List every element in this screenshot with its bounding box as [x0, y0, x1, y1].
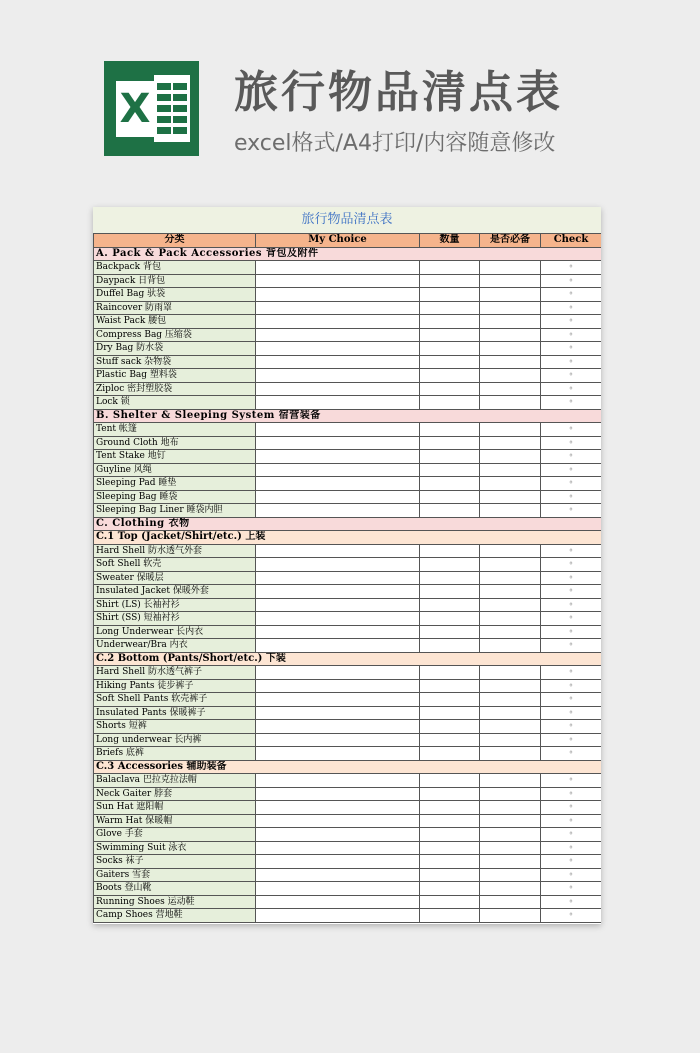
column-header-quantity: 数量 [420, 234, 480, 248]
section-label: C.1 Top (Jacket/Shirt/etc.) 上装 [94, 531, 602, 545]
check-cell[interactable]: ◦ [541, 544, 602, 558]
my-choice-cell[interactable] [256, 423, 420, 437]
my-choice-cell[interactable] [256, 814, 420, 828]
section-label: A. Pack & Pack Accessories 背包及附件 [94, 247, 602, 261]
table-row [94, 828, 602, 842]
my-choice-cell[interactable] [256, 909, 420, 923]
my-choice-cell[interactable] [256, 625, 420, 639]
quantity-cell[interactable] [420, 679, 480, 693]
check-cell[interactable]: ◦ [541, 612, 602, 626]
required-cell[interactable] [480, 328, 541, 342]
item-name: Ground Cloth 地布 [94, 436, 256, 450]
section-label: C.3 Accessories 辅助装备 [94, 760, 602, 774]
table-row [94, 463, 602, 477]
my-choice-cell[interactable] [256, 288, 420, 302]
section-row [94, 247, 602, 261]
quantity-cell[interactable] [420, 288, 480, 302]
my-choice-cell[interactable] [256, 706, 420, 720]
quantity-cell[interactable] [420, 720, 480, 734]
required-cell[interactable] [480, 261, 541, 275]
quantity-cell[interactable] [420, 450, 480, 464]
required-cell[interactable] [480, 909, 541, 923]
table-row [94, 679, 602, 693]
required-cell[interactable] [480, 396, 541, 410]
my-choice-cell[interactable] [256, 490, 420, 504]
my-choice-cell[interactable] [256, 612, 420, 626]
checklist-table [93, 233, 601, 923]
check-cell[interactable]: ◦ [541, 463, 602, 477]
table-row [94, 895, 602, 909]
checklist-sheet [93, 207, 601, 924]
check-cell[interactable]: ◦ [541, 679, 602, 693]
table-row [94, 369, 602, 383]
quantity-cell[interactable] [420, 274, 480, 288]
item-name: Soft Shell Pants 软壳裤子 [94, 693, 256, 707]
check-cell[interactable]: ◦ [541, 774, 602, 788]
quantity-cell[interactable] [420, 369, 480, 383]
my-choice-cell[interactable] [256, 747, 420, 761]
required-cell[interactable] [480, 693, 541, 707]
item-name: Gaiters 雪套 [94, 868, 256, 882]
item-name: Sleeping Bag 睡袋 [94, 490, 256, 504]
section-row [94, 517, 602, 531]
quantity-cell[interactable] [420, 328, 480, 342]
quantity-cell[interactable] [420, 301, 480, 315]
excel-logo-icon [104, 61, 199, 156]
item-name: Waist Pack 腰包 [94, 315, 256, 329]
table-row [94, 774, 602, 788]
table-row [94, 814, 602, 828]
quantity-cell[interactable] [420, 841, 480, 855]
header-row [94, 234, 602, 248]
quantity-cell[interactable] [420, 463, 480, 477]
item-name: Ziploc 密封塑胶袋 [94, 382, 256, 396]
quantity-cell[interactable] [420, 558, 480, 572]
my-choice-cell[interactable] [256, 504, 420, 518]
table-row [94, 261, 602, 275]
table-row [94, 490, 602, 504]
check-cell[interactable]: ◦ [541, 450, 602, 464]
item-name: Boots 登山靴 [94, 882, 256, 896]
page-subtitle: excel格式/A4打印/内容随意修改 [234, 131, 556, 156]
item-name: Hard Shell 防水透气外套 [94, 544, 256, 558]
my-choice-cell[interactable] [256, 585, 420, 599]
table-row [94, 328, 602, 342]
item-name: Briefs 底裤 [94, 747, 256, 761]
check-cell[interactable]: ◦ [541, 625, 602, 639]
item-name: Guyline 风绳 [94, 463, 256, 477]
item-name: Shirt (SS) 短袖衬衫 [94, 612, 256, 626]
my-choice-cell[interactable] [256, 382, 420, 396]
table-row [94, 396, 602, 410]
item-name: Insulated Jacket 保暖外套 [94, 585, 256, 599]
table-row [94, 733, 602, 747]
required-cell[interactable] [480, 747, 541, 761]
item-name: Shirt (LS) 长袖衬衫 [94, 598, 256, 612]
quantity-cell[interactable] [420, 895, 480, 909]
table-row [94, 450, 602, 464]
table-row [94, 423, 602, 437]
item-name: Neck Gaiter 脖套 [94, 787, 256, 801]
page-title: 旅行物品清点表 [234, 67, 563, 118]
my-choice-cell[interactable] [256, 855, 420, 869]
table-row [94, 585, 602, 599]
check-cell[interactable]: ◦ [541, 868, 602, 882]
item-name: Long Underwear 长内衣 [94, 625, 256, 639]
table-row [94, 787, 602, 801]
table-row [94, 666, 602, 680]
quantity-cell[interactable] [420, 828, 480, 842]
quantity-cell[interactable] [420, 544, 480, 558]
required-cell[interactable] [480, 598, 541, 612]
item-name: Sleeping Pad 睡垫 [94, 477, 256, 491]
required-cell[interactable] [480, 895, 541, 909]
check-cell[interactable]: ◦ [541, 301, 602, 315]
my-choice-cell[interactable] [256, 436, 420, 450]
required-cell[interactable] [480, 585, 541, 599]
item-name: Warm Hat 保暖帽 [94, 814, 256, 828]
required-cell[interactable] [480, 868, 541, 882]
my-choice-cell[interactable] [256, 882, 420, 896]
section-label: C. Clothing 衣物 [94, 517, 602, 531]
quantity-cell[interactable] [420, 868, 480, 882]
section-label: B. Shelter & Sleeping System 宿营装备 [94, 409, 602, 423]
my-choice-cell[interactable] [256, 733, 420, 747]
required-cell[interactable] [480, 679, 541, 693]
table-row [94, 382, 602, 396]
quantity-cell[interactable] [420, 612, 480, 626]
my-choice-cell[interactable] [256, 639, 420, 653]
quantity-cell[interactable] [420, 477, 480, 491]
check-cell[interactable]: ◦ [541, 342, 602, 356]
quantity-cell[interactable] [420, 342, 480, 356]
required-cell[interactable] [480, 720, 541, 734]
quantity-cell[interactable] [420, 747, 480, 761]
sheet-title: 旅行物品清点表 [93, 207, 601, 233]
check-cell[interactable]: ◦ [541, 828, 602, 842]
required-cell[interactable] [480, 787, 541, 801]
subsection-row [94, 531, 602, 545]
quantity-cell[interactable] [420, 490, 480, 504]
check-cell[interactable]: ◦ [541, 261, 602, 275]
check-cell[interactable]: ◦ [541, 639, 602, 653]
item-name: Swimming Suit 泳衣 [94, 841, 256, 855]
checklist-body [94, 247, 602, 922]
my-choice-cell[interactable] [256, 544, 420, 558]
item-name: Hiking Pants 徒步裤子 [94, 679, 256, 693]
table-row [94, 801, 602, 815]
table-row [94, 706, 602, 720]
quantity-cell[interactable] [420, 436, 480, 450]
my-choice-cell[interactable] [256, 787, 420, 801]
quantity-cell[interactable] [420, 585, 480, 599]
my-choice-cell[interactable] [256, 261, 420, 275]
table-row [94, 747, 602, 761]
quantity-cell[interactable] [420, 814, 480, 828]
required-cell[interactable] [480, 490, 541, 504]
spreadsheet-grid-icon [154, 75, 190, 142]
table-row [94, 558, 602, 572]
required-cell[interactable] [480, 666, 541, 680]
my-choice-cell[interactable] [256, 666, 420, 680]
my-choice-cell[interactable] [256, 396, 420, 410]
my-choice-cell[interactable] [256, 598, 420, 612]
quantity-cell[interactable] [420, 733, 480, 747]
check-cell[interactable]: ◦ [541, 706, 602, 720]
check-cell[interactable]: ◦ [541, 693, 602, 707]
check-cell[interactable]: ◦ [541, 895, 602, 909]
table-row [94, 625, 602, 639]
item-name: Soft Shell 软壳 [94, 558, 256, 572]
table-row [94, 342, 602, 356]
required-cell[interactable] [480, 544, 541, 558]
check-cell[interactable]: ◦ [541, 558, 602, 572]
check-cell[interactable]: ◦ [541, 855, 602, 869]
quantity-cell[interactable] [420, 801, 480, 815]
check-cell[interactable]: ◦ [541, 396, 602, 410]
required-cell[interactable] [480, 612, 541, 626]
my-choice-cell[interactable] [256, 774, 420, 788]
item-name: Hard Shell 防水透气裤子 [94, 666, 256, 680]
check-cell[interactable]: ◦ [541, 666, 602, 680]
check-cell[interactable]: ◦ [541, 504, 602, 518]
item-name: Tent 帐篷 [94, 423, 256, 437]
required-cell[interactable] [480, 382, 541, 396]
check-cell[interactable]: ◦ [541, 747, 602, 761]
check-cell[interactable]: ◦ [541, 585, 602, 599]
subsection-row [94, 652, 602, 666]
my-choice-cell[interactable] [256, 801, 420, 815]
table-row [94, 882, 602, 896]
check-cell[interactable]: ◦ [541, 423, 602, 437]
check-cell[interactable]: ◦ [541, 382, 602, 396]
quantity-cell[interactable] [420, 909, 480, 923]
quantity-cell[interactable] [420, 639, 480, 653]
table-row [94, 612, 602, 626]
check-cell[interactable]: ◦ [541, 801, 602, 815]
required-cell[interactable] [480, 774, 541, 788]
required-cell[interactable] [480, 841, 541, 855]
quantity-cell[interactable] [420, 261, 480, 275]
item-name: Stuff sack 杂物袋 [94, 355, 256, 369]
item-name: Glove 手套 [94, 828, 256, 842]
my-choice-cell[interactable] [256, 328, 420, 342]
quantity-cell[interactable] [420, 774, 480, 788]
required-cell[interactable] [480, 301, 541, 315]
my-choice-cell[interactable] [256, 274, 420, 288]
table-row [94, 598, 602, 612]
quantity-cell[interactable] [420, 706, 480, 720]
required-cell[interactable] [480, 801, 541, 815]
my-choice-cell[interactable] [256, 895, 420, 909]
required-cell[interactable] [480, 463, 541, 477]
my-choice-cell[interactable] [256, 301, 420, 315]
item-name: Tent Stake 地钉 [94, 450, 256, 464]
required-cell[interactable] [480, 814, 541, 828]
required-cell[interactable] [480, 558, 541, 572]
section-row [94, 409, 602, 423]
item-name: Daypack 日背包 [94, 274, 256, 288]
check-cell[interactable]: ◦ [541, 288, 602, 302]
item-name: Dry Bag 防水袋 [94, 342, 256, 356]
check-cell[interactable]: ◦ [541, 355, 602, 369]
item-name: Plastic Bag 塑料袋 [94, 369, 256, 383]
check-cell[interactable]: ◦ [541, 787, 602, 801]
table-row [94, 855, 602, 869]
quantity-cell[interactable] [420, 693, 480, 707]
quantity-cell[interactable] [420, 855, 480, 869]
my-choice-cell[interactable] [256, 571, 420, 585]
required-cell[interactable] [480, 504, 541, 518]
item-name: Running Shoes 运动鞋 [94, 895, 256, 909]
check-cell[interactable]: ◦ [541, 733, 602, 747]
required-cell[interactable] [480, 855, 541, 869]
item-name: Camp Shoes 营地鞋 [94, 909, 256, 923]
check-cell[interactable]: ◦ [541, 720, 602, 734]
required-cell[interactable] [480, 288, 541, 302]
column-header-check: Check [541, 234, 602, 248]
item-name: Long underwear 长内裤 [94, 733, 256, 747]
subsection-row [94, 760, 602, 774]
column-header-category: 分类 [94, 234, 256, 248]
quantity-cell[interactable] [420, 504, 480, 518]
required-cell[interactable] [480, 571, 541, 585]
required-cell[interactable] [480, 882, 541, 896]
required-cell[interactable] [480, 706, 541, 720]
check-cell[interactable]: ◦ [541, 315, 602, 329]
item-name: Shorts 短裤 [94, 720, 256, 734]
item-name: Lock 锁 [94, 396, 256, 410]
quantity-cell[interactable] [420, 787, 480, 801]
item-name: Underwear/Bra 内衣 [94, 639, 256, 653]
required-cell[interactable] [480, 342, 541, 356]
check-cell[interactable]: ◦ [541, 841, 602, 855]
item-name: Insulated Pants 保暖裤子 [94, 706, 256, 720]
my-choice-cell[interactable] [256, 679, 420, 693]
check-cell[interactable]: ◦ [541, 436, 602, 450]
table-row [94, 720, 602, 734]
required-cell[interactable] [480, 625, 541, 639]
quantity-cell[interactable] [420, 625, 480, 639]
required-cell[interactable] [480, 477, 541, 491]
table-row [94, 841, 602, 855]
table-row [94, 274, 602, 288]
table-row [94, 571, 602, 585]
check-cell[interactable]: ◦ [541, 274, 602, 288]
my-choice-cell[interactable] [256, 693, 420, 707]
table-row [94, 693, 602, 707]
section-label: C.2 Bottom (Pants/Short/etc.) 下装 [94, 652, 602, 666]
required-cell[interactable] [480, 369, 541, 383]
required-cell[interactable] [480, 274, 541, 288]
my-choice-cell[interactable] [256, 342, 420, 356]
item-name: Backpack 背包 [94, 261, 256, 275]
quantity-cell[interactable] [420, 571, 480, 585]
my-choice-cell[interactable] [256, 450, 420, 464]
my-choice-cell[interactable] [256, 315, 420, 329]
column-header-required: 是否必备 [480, 234, 541, 248]
required-cell[interactable] [480, 828, 541, 842]
required-cell[interactable] [480, 733, 541, 747]
check-cell[interactable]: ◦ [541, 328, 602, 342]
check-cell[interactable]: ◦ [541, 598, 602, 612]
my-choice-cell[interactable] [256, 355, 420, 369]
quantity-cell[interactable] [420, 882, 480, 896]
check-cell[interactable]: ◦ [541, 571, 602, 585]
my-choice-cell[interactable] [256, 369, 420, 383]
table-row [94, 909, 602, 923]
quantity-cell[interactable] [420, 396, 480, 410]
item-name: Sweater 保暖层 [94, 571, 256, 585]
my-choice-cell[interactable] [256, 720, 420, 734]
quantity-cell[interactable] [420, 423, 480, 437]
required-cell[interactable] [480, 436, 541, 450]
table-row [94, 504, 602, 518]
table-row [94, 301, 602, 315]
table-row [94, 288, 602, 302]
required-cell[interactable] [480, 355, 541, 369]
my-choice-cell[interactable] [256, 828, 420, 842]
quantity-cell[interactable] [420, 315, 480, 329]
item-name: Duffel Bag 驮袋 [94, 288, 256, 302]
required-cell[interactable] [480, 450, 541, 464]
my-choice-cell[interactable] [256, 463, 420, 477]
item-name: Socks 袜子 [94, 855, 256, 869]
item-name: Raincover 防雨罩 [94, 301, 256, 315]
required-cell[interactable] [480, 315, 541, 329]
check-cell[interactable]: ◦ [541, 882, 602, 896]
quantity-cell[interactable] [420, 355, 480, 369]
item-name: Sleeping Bag Liner 睡袋内胆 [94, 504, 256, 518]
check-cell[interactable]: ◦ [541, 490, 602, 504]
table-row [94, 355, 602, 369]
check-cell[interactable]: ◦ [541, 477, 602, 491]
table-row [94, 477, 602, 491]
table-row [94, 436, 602, 450]
table-row [94, 868, 602, 882]
my-choice-cell[interactable] [256, 868, 420, 882]
check-cell[interactable]: ◦ [541, 814, 602, 828]
required-cell[interactable] [480, 639, 541, 653]
quantity-cell[interactable] [420, 666, 480, 680]
table-row [94, 639, 602, 653]
my-choice-cell[interactable] [256, 841, 420, 855]
quantity-cell[interactable] [420, 382, 480, 396]
item-name: Balaclava 巴拉克拉法帽 [94, 774, 256, 788]
table-row [94, 315, 602, 329]
item-name: Compress Bag 压缩袋 [94, 328, 256, 342]
item-name: Sun Hat 遮阳帽 [94, 801, 256, 815]
check-cell[interactable]: ◦ [541, 369, 602, 383]
my-choice-cell[interactable] [256, 477, 420, 491]
quantity-cell[interactable] [420, 598, 480, 612]
check-cell[interactable]: ◦ [541, 909, 602, 923]
my-choice-cell[interactable] [256, 558, 420, 572]
table-row [94, 544, 602, 558]
excel-x-letter: X [116, 81, 154, 137]
required-cell[interactable] [480, 423, 541, 437]
column-header-my-choice: My Choice [256, 234, 420, 248]
